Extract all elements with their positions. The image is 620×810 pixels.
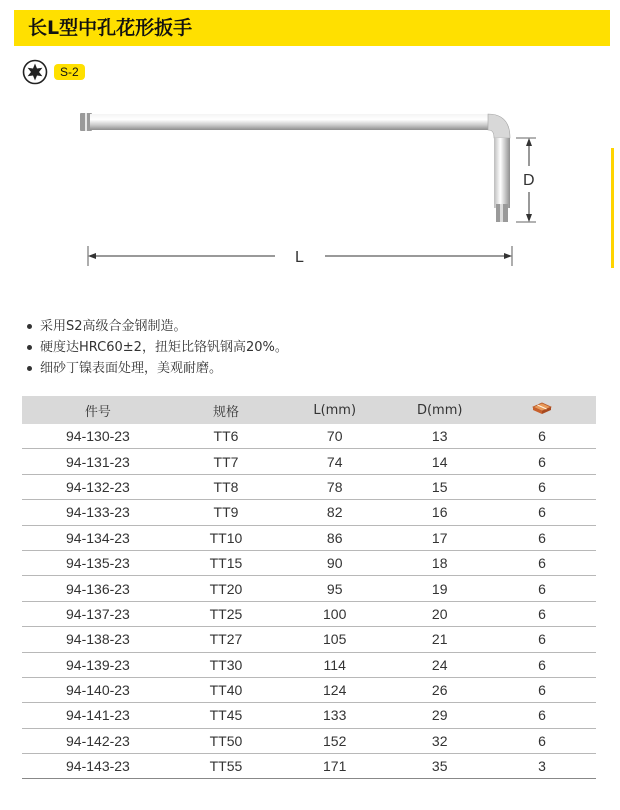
cell-length: 86 [278,525,391,550]
header-part-number: 件号 [22,396,174,424]
cell-height: 35 [391,754,488,779]
feature-item: 硬度达HRC60±2，扭矩比铬钒钢高20%。 [26,337,288,358]
table-header-row [22,396,596,424]
dimension-d-marker [516,138,536,222]
cell-height: 26 [391,677,488,702]
cell-spec: TT27 [174,627,278,652]
hex-key-wrench [80,113,510,222]
cell-part-number: 94-142-23 [22,728,174,753]
cell-pack-qty: 6 [488,500,596,525]
table-row [22,754,596,779]
cell-length: 95 [278,576,391,601]
cell-pack-qty: 3 [488,754,596,779]
cell-pack-qty: 6 [488,677,596,702]
cell-part-number: 94-132-23 [22,474,174,499]
cell-spec: TT10 [174,525,278,550]
cell-pack-qty: 6 [488,424,596,449]
package-box-icon [531,401,553,415]
cell-part-number: 94-131-23 [22,449,174,474]
cell-part-number: 94-136-23 [22,576,174,601]
cell-pack-qty: 6 [488,652,596,677]
cell-height: 16 [391,500,488,525]
feature-item: 采用S2高级合金钢制造。 [26,316,288,337]
table-row [22,627,596,652]
cell-spec: TT30 [174,652,278,677]
cell-length: 90 [278,550,391,575]
cell-length: 78 [278,474,391,499]
cell-height: 14 [391,449,488,474]
cell-height: 21 [391,627,488,652]
cell-spec: TT8 [174,474,278,499]
header-spec: 规格 [174,396,278,424]
table-row [22,677,596,702]
table-row [22,500,596,525]
wrench-diagram [0,100,620,280]
table-row [22,728,596,753]
cell-part-number: 94-133-23 [22,500,174,525]
table-row [22,525,596,550]
cell-length: 124 [278,677,391,702]
cell-height: 24 [391,652,488,677]
dimension-l-label: L [295,249,304,266]
table-row [22,576,596,601]
cell-length: 114 [278,652,391,677]
cell-spec: TT7 [174,449,278,474]
cell-length: 70 [278,424,391,449]
table-row [22,449,596,474]
spec-table [22,396,596,779]
cell-length: 100 [278,601,391,626]
dimension-l-marker [88,246,512,266]
cell-part-number: 94-135-23 [22,550,174,575]
dimension-d-label: D [523,172,535,189]
feature-list [26,316,288,379]
cell-length: 105 [278,627,391,652]
material-badge-row [22,59,85,85]
cell-spec: TT45 [174,703,278,728]
cell-height: 13 [391,424,488,449]
cell-height: 18 [391,550,488,575]
table-row [22,550,596,575]
page-title: 长L型中孔花形扳手 [14,10,610,46]
feature-item: 细砂丁镍表面处理，美观耐磨。 [26,358,288,379]
table-row [22,424,596,449]
cell-spec: TT50 [174,728,278,753]
cell-pack-qty: 6 [488,601,596,626]
cell-part-number: 94-141-23 [22,703,174,728]
cell-part-number: 94-140-23 [22,677,174,702]
cell-pack-qty: 6 [488,525,596,550]
cell-pack-qty: 6 [488,576,596,601]
table-row [22,703,596,728]
cell-pack-qty: 6 [488,627,596,652]
cell-spec: TT9 [174,500,278,525]
cell-part-number: 94-138-23 [22,627,174,652]
cell-spec: TT55 [174,754,278,779]
cell-spec: TT40 [174,677,278,702]
cell-height: 29 [391,703,488,728]
cell-length: 82 [278,500,391,525]
cell-pack-qty: 6 [488,474,596,499]
material-badge: S-2 [54,64,85,80]
table-row [22,474,596,499]
cell-height: 32 [391,728,488,753]
cell-pack-qty: 6 [488,550,596,575]
edge-accent-bar [611,148,614,268]
header-height: D(mm) [391,396,488,424]
cell-length: 74 [278,449,391,474]
cell-height: 15 [391,474,488,499]
cell-spec: TT15 [174,550,278,575]
table-row [22,601,596,626]
cell-part-number: 94-134-23 [22,525,174,550]
header-length: L(mm) [278,396,391,424]
cell-length: 152 [278,728,391,753]
cell-spec: TT25 [174,601,278,626]
cell-length: 171 [278,754,391,779]
cell-part-number: 94-139-23 [22,652,174,677]
cell-part-number: 94-137-23 [22,601,174,626]
header-pack-qty [488,396,596,424]
table-row [22,652,596,677]
cell-pack-qty: 6 [488,703,596,728]
cell-pack-qty: 6 [488,728,596,753]
cell-spec: TT20 [174,576,278,601]
cell-height: 19 [391,576,488,601]
cell-part-number: 94-143-23 [22,754,174,779]
cell-height: 17 [391,525,488,550]
torx-star-icon [22,59,48,85]
cell-length: 133 [278,703,391,728]
cell-part-number: 94-130-23 [22,424,174,449]
cell-spec: TT6 [174,424,278,449]
cell-height: 20 [391,601,488,626]
cell-pack-qty: 6 [488,449,596,474]
